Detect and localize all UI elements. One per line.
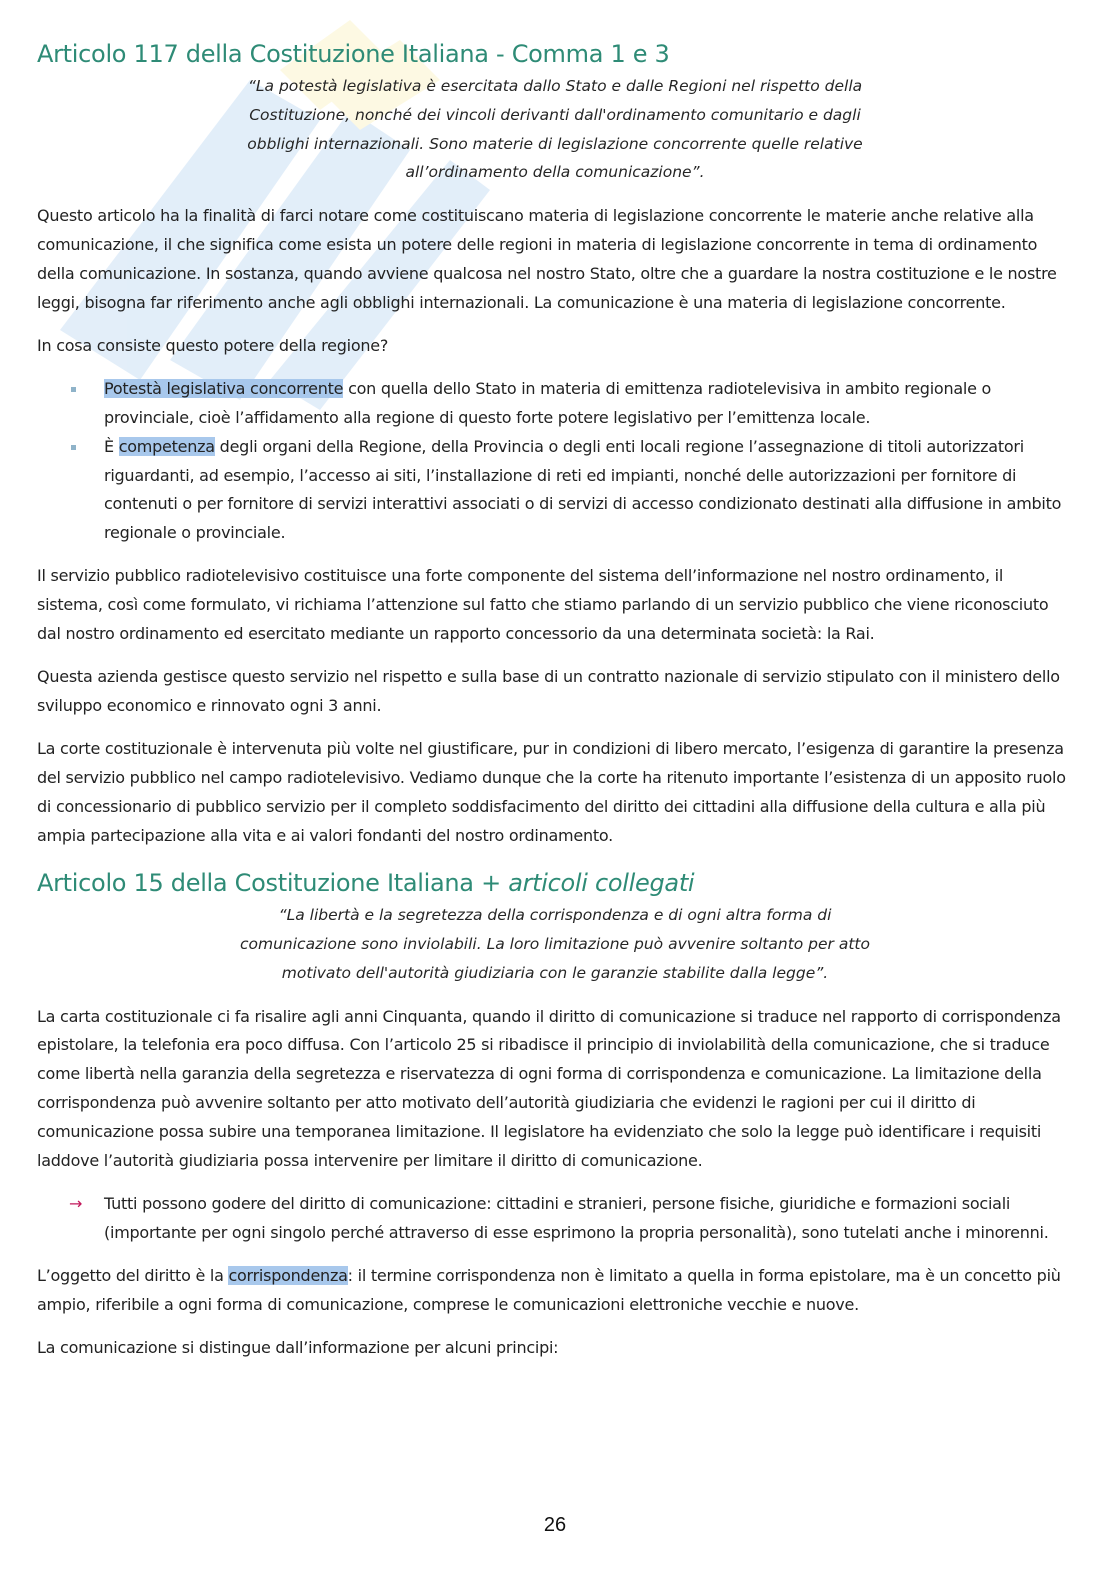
quote-line: “La potestà legislativa è esercitata dallo Stato e dalle Regioni nel rispetto della [247, 77, 863, 95]
highlighted-text: corrispondenza [228, 1265, 348, 1285]
quote-line: motivato dell'autorità giudiziaria con le garanzie stabilite dalla legge”. [281, 963, 829, 982]
arrow-list [37, 1190, 1073, 1248]
quote-line: “La libertà e la segretezza della corrispondenza e di ogni altra forma di [278, 906, 832, 925]
list-item-text: degli organi della Regione, della Provincia o degli enti locali regione l’assegnazione di titoli autorizzatori riguardanti, ad esempio, l’accesso ai siti, l’installazione di reti ed impianti, nonché delle autorizzazioni per fornitore di contenuti o per fornitore di servizi interattivi associati o di servizi di accesso condizionato destinati alla diffusione in ambito regionale o provinciale. [104, 436, 1062, 543]
paragraph: Questo articolo ha la finalità di farci notare come costituiscano materia di legislazione concorrente le materie anche relative alla comunicazione, il che significa come esista un potere delle regioni in materia di legislazione concorrente in tema di ordinamento della comunicazione. In sostanza, quando avviene qualcosa nel nostro Stato, oltre che a guardare la nostra costituzione e le nostre leggi, bisogna far riferimento anche agli obblighi internazionali. La comunicazione è una materia di legislazione concorrente. [37, 206, 1057, 312]
page-number: 26 [543, 1514, 567, 1536]
heading-italic-text: + articoli collegati [481, 869, 695, 898]
paragraph: La comunicazione si distingue dall’informazione per alcuni principi: [37, 1337, 559, 1357]
paragraph-text: : il termine corrispondenza non è limitato a quella in forma epistolare, ma è un concetto più ampio, riferibile a ogni forma di comunicazione, comprese le comunicazioni elettroniche vecchie e nuove. [37, 1265, 1061, 1314]
list-item [37, 433, 1073, 548]
paragraph: In cosa consiste questo potere della regione? [37, 335, 389, 355]
list-item-text: con quella dello Stato in materia di emittenza radiotelevisiva in ambito regionale o provinciale, cioè l’affidamento alla regione di questo forte potere legislativo per l’emittenza locale. [104, 379, 992, 427]
highlighted-text: Potestà legislativa concorrente [104, 379, 344, 399]
square-bullet-icon [71, 387, 76, 392]
paragraph: Il servizio pubblico radiotelevisivo costituisce una forte componente del sistema dell’informazione nel nostro ordinamento, il sistema, così come formulato, vi richiama l’attenzione sul fatto che stiamo parlando di un servizio pubblico che viene riconosciuto dal nostro ordinamento ed esercitato mediante un rapporto concessorio da una determinata società: la Rai. [37, 566, 1049, 644]
quote-line: all’ordinamento della comunicazione”. [405, 163, 705, 182]
paragraph-text: L’oggetto del diritto è la [37, 1265, 229, 1285]
arrow-right-icon: → [69, 1193, 83, 1213]
list-item [37, 375, 1073, 433]
list-item-text: Tutti possono godere del diritto di comunicazione: cittadini e stranieri, persone fisiche, giuridiche e formazioni sociali (importante per ogni singolo perché attraverso di esse esprimono la propria personalità), sono tutelati anche i minorenni. [104, 1193, 1049, 1242]
quote-line: obblighi internazionali. Sono materie di legislazione concorrente quelle relative [247, 134, 863, 153]
paragraph: Questa azienda gestisce questo servizio nel rispetto e sulla base di un contratto nazionale di servizio stipulato con il ministero dello sviluppo economico e rinnovato ogni 3 anni. [37, 667, 1060, 716]
section-heading-articolo-15 [37, 865, 1073, 901]
highlighted-text: competenza [118, 436, 215, 456]
paragraph: La carta costituzionale ci fa risalire agli anni Cinquanta, quando il diritto di comunicazione si traduce nel rapporto di corrispondenza epistolare, la telefonia era poco diffusa. Con l’articolo 25 si ribadisce il principio di inviolabilità della comunicazione, che si traduce come libertà nella garanzia della segretezza e riservatezza di ogni forma di corrispondenza e comunicazione. La limitazione della corrispondenza può avvenire soltanto per atto motivato dell’autorità giudiziaria che evidenzi le ragioni per cui il diritto di comunicazione possa subire una temporanea limitazione. Il legislatore ha evidenziato che solo la legge può identificare i requisiti laddove l’autorità giudiziaria possa intervenire per limitare il diritto di comunicazione. [37, 1006, 1061, 1170]
quote-line: comunicazione sono inviolabili. La loro limitazione può avvenire soltanto per atto [239, 934, 870, 953]
paragraph: La corte costituzionale è intervenuta più volte nel giustificare, pur in condizioni di libero mercato, l’esigenza di garantire la presenza del servizio pubblico nel campo radiotelevisivo. Vediamo dunque che la corte ha ritenuto importante l’esistenza di un apposito ruolo di concessionario di pubblico servizio per il completo soddisfacimento del diritto dei cittadini alla diffusione della cultura e alla più ampia partecipazione alla vita e ai valori fondanti del nostro ordinamento. [37, 739, 1066, 845]
paragraph [37, 1262, 1073, 1320]
quote-articolo-15 [37, 901, 1073, 987]
quote-line: Costituzione, nonché dei vincoli derivanti dall'ordinamento comunitario e dagli [249, 105, 861, 124]
document-page [37, 36, 1073, 1377]
list-item-text: È [104, 436, 119, 456]
list-item [37, 1190, 1073, 1248]
square-bullet-icon [71, 445, 76, 450]
heading-text: Articolo 15 della Costituzione Italiana [37, 869, 482, 898]
quote-articolo-117 [37, 72, 1073, 187]
bullet-list [37, 375, 1073, 548]
section-heading-articolo-117: Articolo 117 della Costituzione Italiana - Comma 1 e 3 [37, 40, 670, 68]
